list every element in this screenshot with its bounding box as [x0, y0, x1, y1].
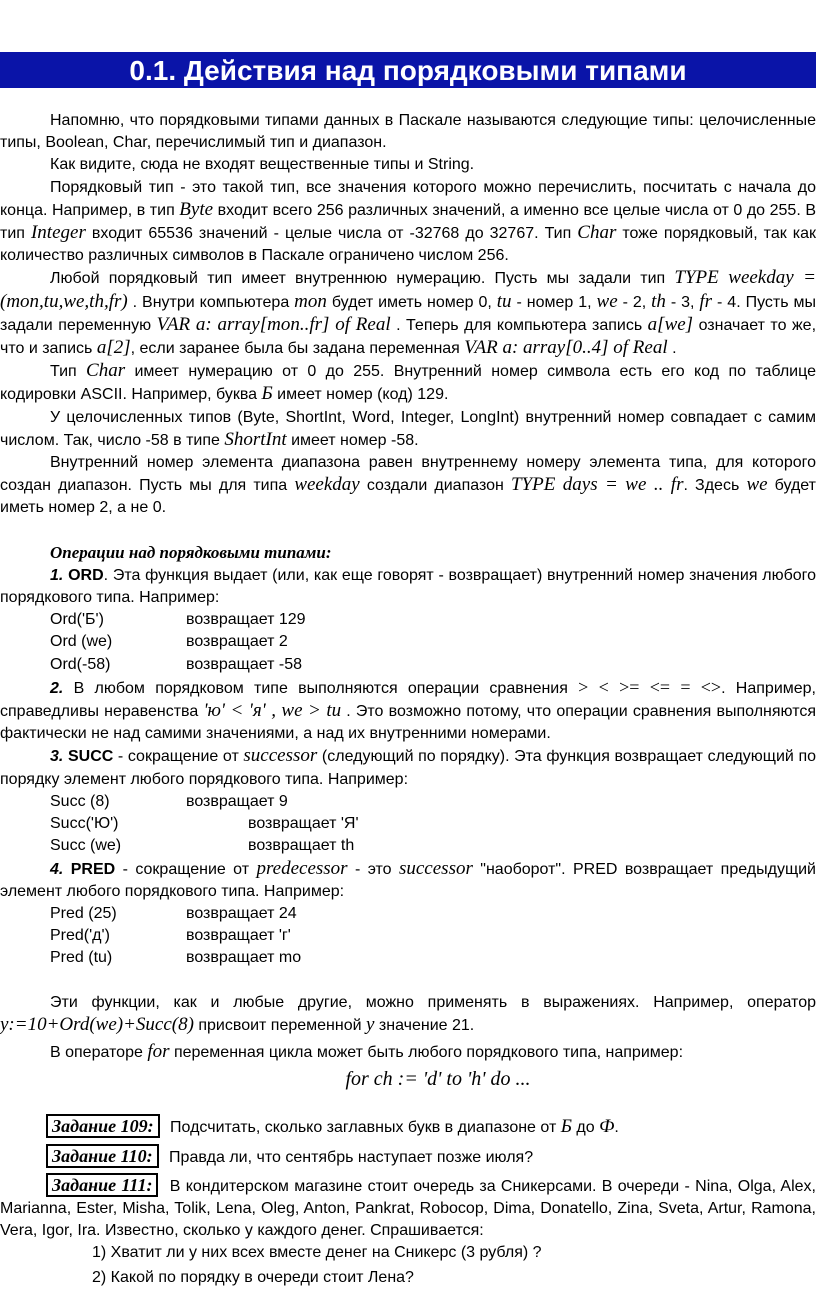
- example-row: [0, 791, 816, 813]
- example-expr: Ord('Б'): [50, 611, 104, 629]
- code: successor: [398, 857, 473, 879]
- text: Порядковый тип - это такой тип, все значения которого можно перечислить, посчитать с начала до конца. Например, в тип: [0, 178, 816, 219]
- task-label: Задание 111:: [46, 1173, 158, 1197]
- code: th: [651, 290, 666, 312]
- type-name: ShortInt: [224, 428, 287, 450]
- op-compare: [0, 676, 816, 746]
- paragraph-char: [0, 360, 816, 406]
- code: > < >= <= = <>: [578, 676, 722, 697]
- op-name: SUCC: [63, 748, 114, 766]
- text: Подсчитать, сколько заглавных букв в диапазоне от: [165, 1119, 561, 1137]
- code: Б: [560, 1116, 572, 1138]
- text: входит всего 256 различных значений, а именно все целые числа от 0 до 255. В тип: [0, 201, 816, 243]
- example-row: [0, 631, 816, 653]
- example-expr: Pred (tu): [50, 949, 113, 967]
- spacer: [0, 1090, 816, 1110]
- example-result: возвращает 9: [186, 792, 288, 810]
- text: В операторе: [50, 1043, 148, 1061]
- op-ord: [0, 565, 816, 609]
- type-name: Byte: [179, 198, 214, 220]
- succ-examples: [0, 791, 816, 858]
- text: - номер 1,: [511, 293, 597, 311]
- code: weekday: [294, 474, 360, 496]
- text: (следующий по порядку). Эта функция возвращает следующий по порядку элемент любого порядкового типа. Например:: [0, 748, 816, 788]
- code: tu: [496, 290, 512, 312]
- code: for: [147, 1040, 170, 1062]
- text: - это: [347, 860, 399, 878]
- text: значение 21.: [374, 1016, 475, 1034]
- text: "наоборот". PRED возвращает предыдущий элемент любого порядкового типа. Например:: [0, 860, 816, 900]
- example-expr: Succ (8): [50, 792, 110, 810]
- example-expr: Succ('Ю'): [50, 815, 119, 833]
- example-row: [0, 835, 816, 857]
- code: TYPE weekday = (mon,tu,we,th,fr): [0, 267, 816, 312]
- text: - 4. Пусть мы задали переменную: [0, 293, 816, 334]
- example-row: [0, 947, 816, 969]
- op-name: PRED: [63, 860, 116, 878]
- text: будет иметь номер 0,: [326, 293, 497, 311]
- document-body: [0, 110, 816, 1289]
- text: . Эта функция выдает (или, как еще говорят - возвращает) внутренний номер значения любого порядкового типа. Например:: [0, 566, 816, 607]
- text: Правда ли, что сентябрь наступает позже июля?: [164, 1148, 534, 1166]
- code-example: for ch := 'd' to 'h' do ...: [345, 1068, 531, 1091]
- example-result: возвращает th: [248, 837, 355, 855]
- op-number: 4.: [50, 860, 64, 878]
- type-name: Char: [577, 222, 617, 244]
- task-109: [0, 1115, 816, 1139]
- text: У целочисленных типов (Byte, ShortInt, Word, Integer, LongInt) внутренний номер совпадает с самим числом. Так, число -58 в типе: [0, 408, 816, 449]
- text: В кондитерском магазине стоит очередь за Сникерсами. В очереди - Nina, Olga, Alex, Marianna, Ester, Misha, Tolik, Lena, Oleg, Anton, Pankrat, Robocop, Dima, Donatello, Zina, Sveta, Artur, Ramona, Vera, Igor, Ira. Известно, сколько у каждого денег. Спрашивается:: [0, 1177, 816, 1240]
- paragraph-integer: [0, 407, 816, 452]
- example-result: возвращает 'г': [186, 927, 291, 945]
- text: присвоит переменной: [193, 1016, 367, 1034]
- text: , если заранее была бы задана переменная: [130, 340, 465, 358]
- code: predecessor: [256, 857, 348, 879]
- task-label: Задание 110:: [46, 1144, 159, 1168]
- paragraph-ordinal-def: [0, 177, 816, 268]
- text: имеет номер -58.: [286, 431, 419, 449]
- text: - 2,: [617, 293, 652, 311]
- op-number: 2.: [50, 679, 64, 697]
- op-number: 1.: [50, 566, 64, 584]
- example-expr: Succ (we): [50, 837, 122, 855]
- paragraph-for: [0, 1041, 816, 1064]
- text: .: [667, 340, 677, 358]
- text: . Здесь: [683, 477, 747, 495]
- example-row: [0, 654, 816, 676]
- text: Эти функции, как и любые другие, можно применять в выражениях. Например, оператор: [50, 993, 816, 1011]
- code: we: [746, 474, 768, 496]
- text: .: [614, 1119, 619, 1137]
- code: VAR a: array[mon..fr] of Real: [156, 313, 391, 335]
- task-111: [0, 1174, 816, 1243]
- text: имеет нумерацию от 0 до 255. Внутренний номер символа есть его код по таблице кодировки ASCII. Например, буква: [0, 363, 816, 404]
- code: 'ю' < 'я' , we > tu: [203, 700, 342, 722]
- paragraph-expressions: [0, 992, 816, 1037]
- type-name: Char: [86, 360, 126, 382]
- example-result: возвращает 'Я': [248, 815, 359, 833]
- heading-text: Операции над порядковыми типами:: [50, 542, 332, 562]
- text: - 3,: [665, 293, 700, 311]
- ord-examples: [0, 609, 816, 676]
- op-name: ORD: [63, 566, 104, 584]
- task-label: Задание 109:: [46, 1114, 160, 1138]
- text: - сокращение от: [113, 748, 244, 766]
- paragraph-intro: Напомню, что порядковыми типами данных в Паскале называются следующие типы: целочисленные типы, Boolean, Char, перечислимый тип и диапазон.: [0, 112, 816, 152]
- code: a[we]: [647, 313, 694, 335]
- type-name: Integer: [30, 222, 86, 244]
- text: создали диапазон: [359, 477, 511, 495]
- example-result: возвращает 24: [186, 904, 297, 922]
- paragraph-numbering: [0, 267, 816, 360]
- example-result: возвращает 2: [186, 633, 288, 651]
- op-pred: [0, 858, 816, 903]
- task-110: [0, 1145, 816, 1169]
- code: successor: [243, 745, 318, 767]
- example-row: [0, 609, 816, 631]
- text: . Внутри компьютера: [127, 293, 295, 311]
- text: . Теперь для компьютера запись: [390, 316, 648, 334]
- code: y:=10+Ord(we)+Succ(8): [0, 1013, 194, 1035]
- example-result: возвращает -58: [186, 655, 302, 673]
- code: TYPE days = we .. fr: [510, 474, 684, 496]
- op-succ: [0, 745, 816, 790]
- text: переменная цикла может быть любого порядкового типа, например:: [169, 1043, 684, 1061]
- text: имеет номер (код) 129.: [272, 386, 449, 404]
- example-row: [0, 813, 816, 835]
- spacer: [0, 970, 816, 992]
- example-result: возвращает mo: [186, 949, 302, 967]
- text: до: [571, 1119, 600, 1137]
- example-result: возвращает 129: [186, 611, 306, 629]
- example-expr: Ord (we): [50, 633, 113, 651]
- spacer: [0, 520, 816, 542]
- text: будет иметь номер 2, а не 0.: [0, 477, 816, 517]
- example-expr: Ord(-58): [50, 655, 111, 673]
- code: Б: [261, 383, 273, 405]
- text: означает то же, что и запись: [0, 316, 816, 358]
- code: we: [596, 290, 618, 312]
- paragraph-note: Как видите, сюда не входят вещественные типы и String.: [50, 156, 475, 174]
- pred-examples: [0, 903, 816, 970]
- text: - сокращение от: [115, 860, 257, 878]
- code: Ф: [599, 1116, 615, 1138]
- text: . Это возможно потому, что операции сравнения выполняются фактически не над самими значениями, а над их внутренними номерами.: [0, 703, 816, 743]
- section-heading: [0, 542, 816, 565]
- text: входит 65536 значений - целые числа от -32768 до 32767. Тип: [85, 225, 578, 243]
- text: тоже порядковый, так как количество различных символов в Паскале ограничено числом 256.: [0, 225, 816, 265]
- code: VAR a: array[0..4] of Real: [464, 337, 668, 359]
- text: Любой порядковый тип имеет внутреннюю нумерацию. Пусть мы задали тип: [50, 270, 675, 288]
- code: mon: [294, 290, 327, 312]
- text: В любом порядковом типе выполняются операции сравнения: [63, 679, 579, 697]
- task-question: 1) Хватит ли у них всех вместе денег на Сникерс (3 рубля) ?: [92, 1244, 542, 1262]
- page-title: 0.1. Действия над порядковыми типами: [0, 52, 816, 88]
- code: a[2]: [96, 337, 131, 359]
- text: Внутренний номер элемента диапазона равен внутреннему номеру элемента типа, для которого создан диапазон. Пусть мы для типа: [0, 454, 816, 495]
- example-expr: Pred (25): [50, 904, 117, 922]
- text: . Например, справедливы неравенства: [0, 679, 816, 721]
- task-question: 2) Какой по порядку в очереди стоит Лена?: [92, 1268, 414, 1286]
- example-row: [0, 925, 816, 947]
- example-expr: Pred('д'): [50, 927, 110, 945]
- example-row: [0, 903, 816, 925]
- code: y: [366, 1013, 375, 1035]
- code: fr: [699, 290, 713, 312]
- op-number: 3.: [50, 748, 64, 766]
- paragraph-range: [0, 452, 816, 520]
- text: Тип: [50, 363, 87, 381]
